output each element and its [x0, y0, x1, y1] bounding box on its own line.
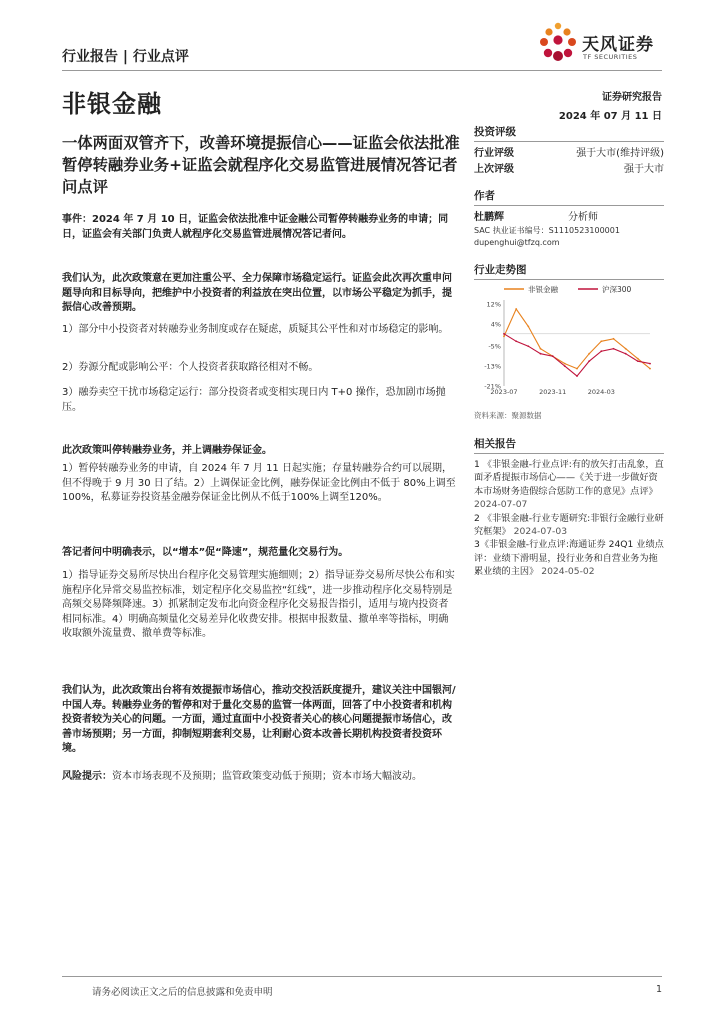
point-1: 1）部分中小投资者对转融券业务制度或存在疑虑，质疑其公平性和对市场稳定的影响。 [62, 324, 449, 335]
related-heading: 相关报告 [474, 438, 516, 450]
data-point [503, 333, 505, 335]
data-point [576, 368, 578, 370]
data-point [552, 355, 554, 357]
data-point [588, 353, 590, 355]
data-point [625, 353, 627, 355]
page-number: 1 [655, 984, 662, 995]
logo-subtext: TF SECURITIES [583, 53, 638, 61]
data-point [637, 360, 639, 362]
data-point [515, 308, 517, 310]
section2-heading: 此次政策叫停转融券业务，并上调融券保证金。 [62, 445, 272, 456]
related-item-text: 3《非银金融-行业点评:海通证券 24Q1 业绩点评：业绩下滑明显，投行业务和自营业务为拖累业绩的主因》 [474, 539, 664, 578]
data-point [649, 363, 651, 365]
chart-heading: 行业走势图 [474, 264, 527, 276]
author-heading: 作者 [474, 190, 495, 202]
event-label: 事件： [62, 214, 92, 225]
y-tick-label: -5% [488, 342, 501, 351]
data-point [576, 375, 578, 377]
data-point [503, 335, 505, 337]
risk-text: 资本市场表现不及预期；监管政策变动低于预期；资本市场大幅波动。 [112, 771, 422, 782]
x-tick-label: 2023-11 [539, 388, 567, 396]
event-text: 2024 年 7 月 10 日，证监会依法批准中证金融公司暂停转融券业务的申请；同日，证监会有关部门负责人就程序化交易监管进展情况答记者问。 [62, 214, 449, 240]
data-point [649, 368, 651, 370]
related-item[interactable] [474, 458, 664, 512]
section3-heading: 答记者问中明确表示，以“增本”促“降速”，规范量化交易行为。 [62, 547, 349, 558]
related-item-date: 2024-07-07 [474, 499, 528, 511]
sector-title: 非银金融 [62, 90, 162, 118]
data-point [564, 365, 566, 367]
trend-chart [474, 280, 664, 404]
logo-text: 天风证券 [582, 35, 654, 55]
author-block [474, 188, 664, 249]
rating-label: 上次评级 [474, 164, 514, 175]
footer-divider [62, 976, 662, 977]
logo-icon [534, 20, 582, 70]
data-point [625, 348, 627, 350]
point-2: 2）券源分配或影响公平：个人投资者获取路径相对不畅。 [62, 362, 319, 373]
point-3: 3）融券卖空干扰市场稳定运行：部分投资者或变相实现日内 T+0 操作，恐加剧市场抛压。 [62, 387, 446, 413]
y-tick-label: -21% [484, 382, 501, 391]
data-point [613, 348, 615, 350]
research-type: 证券研究报告 [602, 92, 662, 103]
series-line [504, 334, 650, 376]
author-role: 分析师 [568, 212, 598, 223]
data-point [527, 345, 529, 347]
data-point [588, 360, 590, 362]
x-tick-label: 2024-03 [587, 388, 615, 396]
related-item[interactable] [474, 538, 664, 578]
view-paragraph [62, 272, 458, 316]
rating-heading: 投资评级 [474, 126, 516, 138]
related-item-date: 2024-07-03 [513, 526, 568, 538]
data-point [515, 340, 517, 342]
author-email[interactable]: dupenghui@tfzq.com [474, 238, 560, 247]
author-name: 杜鹏辉 [474, 212, 504, 223]
author-sac: SAC 执业证书编号：S1110523100001 [474, 226, 620, 235]
related-item[interactable] [474, 512, 664, 539]
data-point [600, 350, 602, 352]
data-point [637, 358, 639, 360]
legend-label: 沪深300 [602, 285, 632, 294]
data-point [613, 338, 615, 340]
data-point [600, 340, 602, 342]
data-point [527, 325, 529, 327]
rating-label: 行业评级 [474, 148, 514, 159]
section3-text: 1）指导证券交易所尽快出台程序化交易管理实施细则；2）指导证券交易所尽快公布和实施程序化异常交易监控标准，划定程序化交易监控“红线”，进一步推动程序化交易特别是高频交易降频降速。3）抓紧制定发布北向资金程序化交易报告指引，适用与境内投资者相同标准。4）明确高频量化交易差异化收费安排。根据申报数量、撤单率等指标，明确收取额外流量费、撤单费等标准。 [62, 570, 455, 640]
rating-value: 强于大市 [624, 164, 664, 175]
related-item-text: 1 《非银金融-行业点评:有的放矢打击乱象，直面矛盾提振市场信心——《关于进一步做好资本市场财务造假综合惩防工作的意见》点评》 [474, 459, 664, 497]
data-point [540, 348, 542, 350]
y-tick-label: 12% [486, 300, 501, 309]
rating-block [474, 124, 664, 178]
report-date: 2024 年 07 月 11 日 [558, 111, 662, 122]
series-line [504, 309, 650, 369]
legend-label: 非银金融 [528, 285, 558, 294]
related-item-text: 2 《非银金融-行业专题研究:非银行金融行业研究框架》 [474, 512, 664, 538]
report-type: 行业报告 | 行业点评 [62, 49, 189, 65]
data-point [540, 353, 542, 355]
event-paragraph [62, 213, 458, 242]
related-item-date: 2024-05-02 [541, 566, 595, 578]
disclaimer[interactable]: 请务必阅读正文之后的信息披露和免责申明 [92, 987, 273, 998]
section2-text: 1）暂停转融券业务的申请，自 2024 年 7 月 11 日起实施；存量转融券合约可以展期，但不得晚于 9 月 30 日了结。2）上调保证金比例，融券保证金比例由不低于 80%上调至 100%，私募证券投资基金融券保证金比例从不低于100%上调至120%。 [62, 463, 456, 504]
related-block [474, 436, 664, 579]
x-tick-label: 2023-07 [490, 388, 518, 396]
header-divider [62, 70, 662, 71]
y-tick-label: 4% [490, 320, 501, 329]
rating-row [474, 146, 664, 162]
risk-label: 风险提示： [62, 771, 112, 782]
data-point [564, 363, 566, 365]
y-tick-label: -13% [484, 362, 501, 371]
view-text: 我们认为，此次政策意在更加注重公平、全力保障市场稳定运行。证监会此次再次重申问题导向和目标导向，把维护中小投资者的利益放在突出位置，以市场公平稳定为抓手，提振信心改善预期。 [62, 273, 452, 314]
rating-row [474, 162, 664, 178]
rating-value: 强于大市(维持评级) [576, 148, 664, 159]
conclusion: 我们认为，此次政策出台将有效提振市场信心，推动交投活跃度提升，建议关注中国银河/中国人寿。转融券业务的暂停和对于量化交易的监管一体两面，回答了中小投资者和机构投资者较为关心的问题。一方面，通过直面中小投资者关心的核心问题提振市场信心，改善市场预期；另一方面，抑制短期套利交易，让利耐心资本改善长期机构投资者投资环境。 [62, 685, 456, 755]
chart-section [474, 262, 664, 280]
report-title: 一体两面双管齐下，改善环境提振信心——证监会依法批准暂停转融券业务+证监会就程序化交易监管进展情况答记者问点评 [62, 134, 460, 196]
risk-paragraph [62, 770, 458, 785]
chart-source: 资料来源：聚源数据 [474, 411, 542, 420]
